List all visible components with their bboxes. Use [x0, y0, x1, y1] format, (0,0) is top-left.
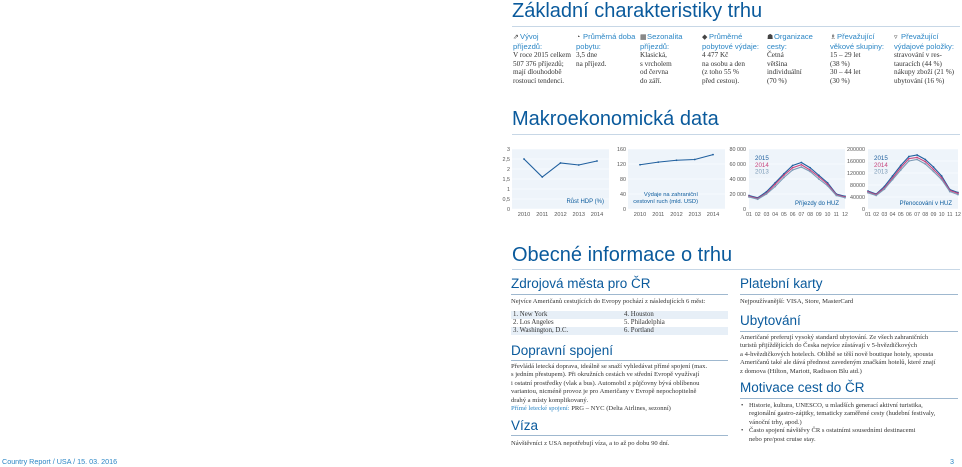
- data-point: [757, 198, 759, 200]
- fact-title-text: Převažující: [837, 32, 875, 41]
- text-line: turistů přijíždějících do Česka nejvíce zůstávají v 5-hvězdičkových: [740, 342, 918, 350]
- y-tick-label: 60 000: [729, 162, 746, 168]
- macro-charts: [0, 140, 960, 224]
- x-tick-label: 2014: [706, 212, 720, 218]
- fact-title: [830, 33, 894, 51]
- x-tick-label: 09: [930, 212, 937, 218]
- chart-title: Přenocování v HUZ: [899, 201, 952, 207]
- fact-column: [640, 33, 700, 86]
- fact-title-line: pobytové výdaje:: [702, 41, 759, 51]
- data-point: [783, 177, 785, 179]
- direct-flight-label: Přímé letecké spojení:: [511, 405, 570, 413]
- data-point: [949, 191, 951, 193]
- fact-body-line: 15 – 29 let: [830, 51, 861, 60]
- city-name: 3. Washington, D.C.: [513, 327, 569, 334]
- divider: [740, 331, 958, 332]
- chart-title: Výdaje na zahraniční: [643, 192, 698, 198]
- data-point: [774, 186, 776, 188]
- text-line: • Historie, kultura, UNESCO, u mladších generací aktivní turistika,: [749, 402, 923, 409]
- fact-body-line: V roce 2015 celkem: [513, 51, 571, 60]
- fact-body-line: od června: [640, 68, 669, 77]
- calendar-icon: ▦: [640, 34, 647, 41]
- x-tick-label: 2010: [517, 212, 531, 218]
- data-point: [800, 164, 802, 166]
- y-tick-label: 0: [743, 207, 746, 213]
- text-line: Američané preferují vysoký standard ubytování. Ze všech zahraničních: [740, 334, 929, 341]
- y-tick-label: 40 000: [729, 177, 746, 183]
- x-tick-label: 06: [906, 212, 912, 218]
- x-tick-label: 04: [889, 212, 896, 218]
- fact-body-line: stravování v res-: [894, 51, 942, 60]
- x-tick-label: 05: [781, 212, 787, 218]
- fact-body-line: před cestou).: [702, 76, 740, 85]
- data-point: [900, 167, 902, 169]
- data-point: [578, 164, 580, 166]
- basket-icon: ▿: [894, 34, 898, 41]
- text-line: nebo pre/post cruise stay.: [749, 435, 816, 443]
- source-cities-title: Zdrojová města pro ČR: [511, 276, 651, 291]
- data-point: [924, 163, 926, 165]
- city-name: 2. Los Angeles: [513, 319, 554, 326]
- data-point: [941, 179, 943, 181]
- data-point: [908, 158, 910, 160]
- age-icon: ♗: [830, 34, 837, 41]
- city-name: 5. Philadelphia: [624, 319, 665, 326]
- divider: [511, 294, 728, 295]
- data-point: [844, 197, 846, 199]
- divider: [740, 398, 958, 399]
- fact-body-line: rostoucí tendenci.: [513, 76, 565, 85]
- text-line: Převládá letecká doprava, ideálně se snaží vyhledávat přímé spojení (max.: [511, 363, 708, 370]
- x-tick-label: 02: [873, 212, 880, 218]
- fact-body-line: na osobu a den: [702, 59, 745, 68]
- data-point: [809, 167, 811, 169]
- fact-body-line: 3,5 dne: [576, 51, 598, 60]
- fact-body-line: 30 – 44 let: [830, 68, 861, 77]
- fact-body-line: (z toho 55 %: [702, 68, 739, 77]
- data-point: [792, 167, 794, 169]
- y-tick-label: 1,5: [502, 177, 510, 183]
- legend-label: 2014: [755, 161, 769, 169]
- fact-body-line: s vrcholem: [640, 59, 672, 68]
- text-line: s jedním přestupem). Při okružních cestách ve střední Evropě využívají: [511, 371, 700, 379]
- fact-body-line: (30 %): [830, 76, 850, 85]
- y-tick-label: 160000: [847, 159, 865, 165]
- data-point: [694, 159, 696, 161]
- data-point: [883, 188, 885, 190]
- x-tick-label: 11: [947, 212, 953, 218]
- x-tick-label: 2011: [536, 212, 549, 218]
- x-tick-label: 07: [914, 212, 920, 218]
- source-cities-intro: Nejvíce Američanů cestujících do Evropy pochází z následujících 6 měst:: [511, 298, 706, 305]
- x-tick-label: 07: [798, 212, 805, 218]
- list-item: [740, 402, 962, 427]
- data-point: [908, 156, 910, 158]
- title-divider: [512, 269, 960, 270]
- legend-label: 2013: [874, 168, 888, 176]
- title-divider: [512, 26, 960, 27]
- fact-column: [702, 33, 766, 86]
- y-tick-label: 0,5: [502, 197, 510, 203]
- wallet-icon: ◆: [702, 34, 708, 41]
- fact-title-line: příjezdů:: [640, 41, 670, 51]
- fact-title-line: výdajové položky:: [894, 41, 954, 51]
- data-point: [657, 161, 659, 163]
- data-point: [800, 162, 802, 164]
- text-line: Američanů také ale dává přednost zavedeným značkám hotelů, které znají: [740, 359, 936, 367]
- list-item: [740, 427, 962, 444]
- fact-body-line: Četná: [767, 51, 784, 60]
- x-tick-label: 01: [865, 212, 871, 218]
- table-row: [511, 327, 728, 335]
- data-point: [560, 162, 562, 164]
- legend-label: 2014: [874, 161, 888, 169]
- fact-body-line: (70 %): [767, 76, 787, 85]
- data-point: [712, 154, 714, 156]
- x-tick-label: 12: [842, 212, 848, 218]
- fact-body-line: většina: [767, 59, 788, 68]
- city-name: 4. Houston: [624, 311, 654, 318]
- y-tick-label: 2,5: [502, 157, 510, 163]
- fact-title: [513, 33, 575, 51]
- text-line: a 4-hvězdičkových hotelech. Oblíbě se těší nově boutique hotely, spousta: [740, 350, 934, 358]
- y-tick-label: 160: [617, 147, 626, 153]
- legend-label: 2013: [755, 168, 769, 176]
- motivation-list: [740, 402, 962, 444]
- fact-title-line: věkové skupiny:: [830, 41, 885, 51]
- clock-icon: ◔: [576, 34, 581, 41]
- divider: [511, 435, 728, 436]
- x-tick-label: 06: [789, 212, 796, 218]
- motivation-title: Motivace cest do ČR: [740, 380, 865, 395]
- fact-title-text: Převažující: [901, 32, 939, 41]
- fact-column: [830, 33, 894, 86]
- data-point: [875, 195, 877, 197]
- fact-body-line: (38 %): [830, 59, 850, 68]
- transport-title: Dopravní spojení: [511, 343, 614, 358]
- data-point: [818, 178, 820, 180]
- data-point: [523, 158, 525, 160]
- divider: [511, 360, 728, 361]
- data-point: [774, 183, 776, 185]
- data-point: [908, 160, 910, 162]
- fact-title: [702, 33, 766, 51]
- x-tick-label: 12: [955, 212, 961, 218]
- fact-body-line: Klasická,: [640, 51, 667, 60]
- fact-body: [894, 51, 962, 85]
- data-point: [924, 161, 926, 163]
- fact-body-line: tauracích (44 %): [894, 59, 942, 68]
- x-tick-label: 2012: [670, 212, 683, 218]
- text-line: z domova (Hilton, Mariott, Radisson Blu atd.): [740, 367, 862, 375]
- fact-body-line: 507 376 příjezdů;: [513, 59, 564, 68]
- lodging-text: [740, 334, 960, 376]
- city-name: 1. New York: [513, 311, 548, 318]
- x-tick-label: 2010: [633, 212, 647, 218]
- data-point: [639, 164, 641, 166]
- legend-label: 2015: [874, 155, 888, 162]
- fact-column: [767, 33, 829, 86]
- x-tick-label: 11: [833, 212, 839, 218]
- data-point: [835, 195, 837, 197]
- fact-body: [513, 51, 575, 85]
- fact-column: [894, 33, 962, 86]
- text-line: regionální gastro-záţitky, tematicky zaměřené cesty (hudební festivaly,: [749, 410, 936, 418]
- trend-icon: ⇗: [513, 34, 519, 41]
- title-divider: [512, 134, 960, 135]
- y-tick-label: 2: [507, 167, 510, 173]
- y-tick-label: 20 000: [729, 192, 746, 198]
- basic-section-title: Základní charakteristiky trhu: [512, 0, 763, 22]
- direct-flight-line: [511, 405, 735, 413]
- fact-body: [767, 51, 829, 85]
- fact-title: [576, 33, 638, 51]
- fact-body: [576, 51, 638, 68]
- y-tick-label: 40000: [850, 195, 865, 201]
- data-point: [933, 171, 935, 173]
- data-point: [957, 194, 959, 196]
- data-point: [900, 169, 902, 171]
- text-line: i ostatní prostředky (vlak a bus). Automobil z půjčovny bývá oblíbenou: [511, 379, 700, 387]
- data-point: [933, 166, 935, 168]
- data-point: [924, 159, 926, 161]
- fact-title-text: Organizace: [774, 32, 813, 41]
- direct-flight-value: PRG – NYC (Delta Airlines, sezonní): [569, 405, 671, 413]
- data-point: [867, 192, 869, 194]
- x-tick-label: 01: [746, 212, 752, 218]
- fact-column: [576, 33, 638, 68]
- fact-body: [702, 51, 766, 85]
- city-name: 6. Portland: [624, 327, 654, 334]
- y-tick-label: 0: [623, 207, 626, 213]
- x-tick-label: 05: [897, 212, 904, 218]
- x-tick-label: 2011: [652, 212, 665, 218]
- y-tick-label: 0: [862, 207, 865, 213]
- fact-body-line: na příjezd.: [576, 59, 607, 68]
- fact-body: [640, 51, 700, 85]
- data-point: [748, 196, 750, 198]
- footer-label: Country Report / USA / 15. 03. 2016: [2, 457, 118, 466]
- legend-label: 2015: [755, 155, 769, 162]
- fact-body-line: do září.: [640, 76, 662, 85]
- x-tick-label: 08: [922, 212, 929, 218]
- x-tick-label: 03: [881, 212, 888, 218]
- data-point: [766, 193, 768, 195]
- data-point: [800, 166, 802, 168]
- payment-cards-title: Platební karty: [740, 276, 823, 291]
- fact-title-line: příjezdů:: [513, 41, 543, 51]
- y-tick-label: 80 000: [729, 147, 746, 153]
- y-tick-label: 0: [507, 207, 510, 213]
- text-line: variantou, nicméně provoz je pro Američany v Evropě nepochopitelně: [511, 388, 697, 396]
- text-line: drahý a místy komplikovaný.: [511, 396, 589, 404]
- table-row: [511, 319, 728, 327]
- y-tick-label: 120: [617, 162, 626, 168]
- x-tick-label: 2012: [554, 212, 567, 218]
- payment-cards-text: Nejpoužívanější: VISA, Store, MasterCard: [740, 298, 854, 305]
- x-tick-label: 03: [763, 212, 770, 218]
- fact-title-line: pobytu:: [576, 41, 601, 51]
- text-line: vánoční trhy, apod.): [749, 418, 802, 426]
- fact-title-text: Vývoj: [520, 32, 539, 41]
- data-point: [892, 179, 894, 181]
- data-point: [541, 176, 543, 178]
- x-tick-label: 09: [815, 212, 822, 218]
- data-point: [792, 169, 794, 171]
- general-section-title: Obecné informace o trhu: [512, 244, 733, 266]
- people-icon: ☗: [767, 34, 774, 41]
- x-tick-label: 10: [938, 212, 945, 218]
- page-number: 3: [950, 457, 954, 466]
- y-tick-label: 80: [620, 177, 626, 183]
- y-tick-label: 80000: [850, 183, 865, 189]
- fact-title-text: Průměrná doba: [583, 32, 636, 41]
- data-point: [916, 157, 918, 159]
- data-point: [596, 160, 598, 162]
- data-point: [809, 171, 811, 173]
- visa-text: Návštěvníci z USA nepotřebují víza, a to až po dobu 90 dní.: [511, 440, 670, 447]
- transport-text: [511, 363, 735, 413]
- fact-column: [513, 33, 575, 86]
- x-tick-label: 10: [824, 212, 831, 218]
- chart-title: Růst HDP (%): [566, 199, 604, 205]
- source-cities-table: [511, 311, 728, 335]
- fact-title-line: cesty:: [767, 41, 787, 51]
- x-tick-label: 2013: [572, 212, 585, 218]
- x-tick-label: 2013: [688, 212, 701, 218]
- fact-title-text: Průměrné: [709, 32, 743, 41]
- y-tick-label: 3: [507, 147, 510, 153]
- data-point: [933, 169, 935, 171]
- data-point: [818, 176, 820, 178]
- chart-title: cestovní ruch (mld. USD): [633, 199, 698, 205]
- fact-body-line: ubytování (16 %): [894, 76, 945, 85]
- fact-title: [767, 33, 829, 51]
- fact-body-line: 4 477 Kč: [702, 51, 729, 60]
- x-tick-label: 04: [772, 212, 779, 218]
- table-row: [511, 311, 728, 319]
- visa-title: Víza: [511, 418, 539, 433]
- data-point: [827, 185, 829, 187]
- text-line: • Často spojení návštěvy ČR s ostatními sousedními destinacemi: [749, 427, 916, 435]
- divider: [740, 294, 958, 295]
- x-tick-label: 08: [807, 212, 813, 218]
- y-tick-label: 1: [507, 187, 510, 193]
- lodging-title: Ubytování: [740, 313, 801, 328]
- fact-title: [640, 33, 700, 51]
- data-point: [792, 165, 794, 167]
- data-point: [783, 174, 785, 176]
- fact-title-text: Sezonalita: [647, 32, 683, 41]
- macro-section-title: Makroekonomická data: [512, 108, 719, 130]
- x-tick-label: 2014: [590, 212, 604, 218]
- data-point: [676, 159, 678, 161]
- fact-body-line: mají dlouhodobě: [513, 68, 562, 77]
- chart-title: Příjezdy do HUZ: [794, 201, 839, 207]
- fact-body-line: nákupy zboží (21 %): [894, 68, 955, 77]
- y-tick-label: 120000: [847, 171, 865, 177]
- data-point: [916, 159, 918, 161]
- x-tick-label: 02: [754, 212, 761, 218]
- fact-body-line: individuální: [767, 68, 802, 77]
- fact-title: [894, 33, 962, 51]
- data-point: [916, 154, 918, 156]
- fact-body: [830, 51, 894, 85]
- y-tick-label: 40: [620, 192, 626, 198]
- y-tick-label: 200000: [847, 147, 865, 153]
